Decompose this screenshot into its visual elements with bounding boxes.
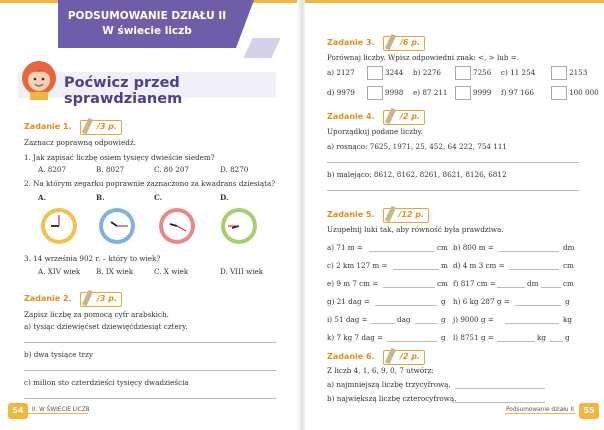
cmp-a-left: a) 2127	[327, 68, 355, 77]
eq-f-unit-cm: cm	[563, 279, 574, 288]
left-page	[0, 0, 299, 430]
q3-option-c[interactable]: C. X wiek	[154, 267, 189, 276]
answer-line-6a[interactable]	[455, 388, 545, 389]
eq-j-blank[interactable]	[505, 323, 559, 324]
banner-line1: PODSUMOWANIE DZIAŁU II	[67, 10, 227, 22]
eq-g-unit: g	[441, 297, 446, 306]
eq-h-label: h) 6 kg 287 g =	[453, 297, 510, 306]
eq-c-label: c) 2 km 127 m =	[327, 261, 388, 270]
cmp-c-box[interactable]	[551, 66, 567, 80]
right-page	[305, 0, 604, 430]
task1-q1: 1. Jak zapisać liczbę osiem tysięcy dwieście siedem?	[24, 153, 215, 162]
pencil-icon	[385, 108, 396, 125]
task6-instruction: Z liczb 4, 1, 6, 9, 0, 7 utwórz:	[327, 366, 434, 375]
task3-points: /6 p.	[399, 38, 420, 47]
eq-d-label: d) 4 m 3 cm =	[453, 261, 505, 270]
cmp-d-right: 9998	[385, 88, 404, 97]
answer-line-2a[interactable]	[24, 342, 276, 343]
footer-text-right: Podsumowanie działu II	[506, 407, 574, 413]
eq-i-unit-g: g	[441, 315, 446, 324]
eq-l-unit-kg: kg	[537, 333, 546, 342]
eq-k-unit: g	[441, 333, 446, 342]
cmp-f-box[interactable]	[551, 86, 567, 100]
cmp-e-left: e) 87 211	[413, 88, 448, 97]
footer-text-left: II. W ŚWIECIE LICZB	[32, 407, 90, 413]
eq-a-blank[interactable]	[369, 251, 435, 252]
cmp-c-left: c) 11 254	[501, 68, 536, 77]
task1-title: Zadanie 1.	[24, 122, 72, 131]
pencil-icon	[385, 348, 396, 365]
task2-title: Zadanie 2.	[24, 294, 72, 303]
banner-line2: W świecie liczb	[102, 25, 192, 37]
cmp-b-left: b) 2276	[413, 68, 441, 77]
eq-i-blank-g[interactable]	[415, 323, 437, 324]
task6-b: b) największą liczbę czterocyfrową.	[327, 394, 457, 403]
q3-option-d[interactable]: D. VIII wiek	[220, 267, 264, 276]
girl-avatar-icon	[20, 58, 58, 102]
pencil-icon	[385, 34, 396, 51]
q3-option-a[interactable]: A. XIV wiek	[38, 267, 81, 276]
footer-line	[505, 413, 575, 414]
cmp-b-box[interactable]	[455, 66, 471, 80]
eq-g-label: g) 21 dag =	[327, 297, 370, 306]
q1-option-a[interactable]: A. 8207	[38, 165, 67, 174]
task1-points: /3 p.	[96, 122, 117, 131]
cmp-b-right: 7256	[473, 68, 492, 77]
task2-a: a) tysiąc dziewięćset dziewięćdziesiąt cztery.	[24, 322, 188, 331]
task4-title: Zadanie 4.	[327, 112, 375, 121]
task4-instruction: Uporządkuj podane liczby.	[327, 127, 423, 136]
cmp-e-box[interactable]	[455, 86, 471, 100]
cmp-d-box[interactable]	[367, 86, 383, 100]
page-title: Poćwicz przed sprawdzianem	[64, 75, 183, 107]
task6-points-box	[383, 350, 425, 365]
cmp-f-right: 100 000	[569, 88, 599, 97]
eq-d-unit: cm	[563, 261, 574, 270]
task4-a: a) rosnąco: 7625, 1971, 25, 452, 64 222, 754 111	[327, 142, 507, 151]
clock-b-icon[interactable]	[98, 207, 136, 245]
eq-j-label: j) 9000 g =	[453, 315, 494, 324]
task3-title: Zadanie 3.	[327, 38, 375, 47]
eq-b-unit: dm	[563, 243, 575, 252]
eq-a-label: a) 71 m =	[327, 243, 363, 252]
clock-label-b: B.	[96, 193, 105, 202]
task2-b: b) dwa tysiące trzy	[24, 350, 93, 359]
task4-points: /2 p.	[399, 112, 420, 121]
eq-l-blank-kg[interactable]	[497, 341, 535, 342]
eq-j-unit: kg	[563, 315, 572, 324]
eq-f-label: f) 817 cm =	[453, 279, 496, 288]
task3-instruction: Porównaj liczby. Wpisz odpowiedni znak: <, > lub =.	[327, 53, 520, 62]
eq-h-unit: g	[565, 297, 570, 306]
answer-line-6b[interactable]	[455, 402, 545, 403]
eq-e-blank[interactable]	[383, 287, 435, 288]
eq-g-blank[interactable]	[375, 305, 437, 306]
task2-points-box	[80, 292, 122, 307]
eq-h-blank[interactable]	[515, 305, 561, 306]
eq-l-blank-g[interactable]	[549, 341, 563, 342]
q1-option-d[interactable]: D. 8270	[220, 165, 249, 174]
eq-i-unit-dag: dag	[397, 315, 411, 324]
clock-a-icon[interactable]	[40, 207, 78, 245]
section-banner	[58, 0, 236, 48]
top-bar	[305, 0, 604, 3]
task5-points: /12 p.	[398, 210, 424, 219]
eq-f-unit-dm: dm	[527, 279, 539, 288]
eq-c-blank[interactable]	[393, 269, 439, 270]
task2-c: c) milion sto czterdzieści tysięcy dwadzieścia	[24, 378, 189, 387]
clock-d-icon[interactable]	[220, 207, 258, 245]
pencil-icon	[82, 290, 93, 307]
eq-i-blank-dag[interactable]	[371, 323, 395, 324]
eq-l-label: l) 8751 g =	[453, 333, 494, 342]
clock-label-d: D.	[220, 193, 229, 202]
cmp-f-left: f) 97 166	[501, 88, 534, 97]
pencil-icon	[385, 206, 396, 223]
eq-d-blank[interactable]	[509, 269, 559, 270]
task2-instruction: Zapisz liczbę za pomocą cyfr arabskich.	[24, 310, 169, 319]
page-number-right: 55	[579, 403, 599, 419]
task3-points-box	[383, 36, 425, 51]
banner-tip	[236, 0, 254, 48]
eq-e-label: e) 9 m 7 cm =	[327, 279, 379, 288]
clock-c-icon[interactable]	[158, 207, 196, 245]
eq-k-label: k) 7 kg 7 dag =	[327, 333, 384, 342]
eq-a-unit: cm	[437, 243, 448, 252]
task1-instruction: Zaznacz poprawną odpowiedź.	[24, 138, 136, 147]
task5-title: Zadanie 5.	[327, 210, 375, 219]
q1-option-b[interactable]: B. 8027	[96, 165, 125, 174]
q3-option-b[interactable]: B. IX wiek	[96, 267, 134, 276]
cmp-e-right: 9999	[473, 88, 492, 97]
clock-label-a: A.	[38, 193, 47, 202]
eq-f-blank-cm[interactable]	[541, 287, 561, 288]
eq-c-unit: m	[441, 261, 448, 270]
task5-points-box	[383, 208, 429, 223]
eq-f-blank-dm[interactable]	[497, 287, 525, 288]
answer-line-2c[interactable]	[24, 398, 276, 399]
cmp-d-left: d) 9979	[327, 88, 355, 97]
task6-title: Zadanie 6.	[327, 352, 375, 361]
cmp-a-box[interactable]	[367, 66, 383, 80]
cmp-c-right: 2153	[569, 68, 588, 77]
cmp-a-right: 3244	[385, 68, 404, 77]
page-number-left: 54	[8, 403, 28, 419]
task2-points: /3 p.	[96, 294, 117, 303]
answer-line-4b[interactable]	[327, 190, 579, 191]
answer-line-2b[interactable]	[24, 370, 276, 371]
task1-q2: 2. Na którym zegarku poprawnie zaznaczono za kwadrans dziesiąta?	[24, 179, 276, 188]
task6-a: a) najmniejszą liczbę trzycyfrową,	[327, 380, 451, 389]
answer-line-4a[interactable]	[327, 162, 579, 163]
task6-points: /2 p.	[399, 352, 420, 361]
eq-l-unit-g: g	[565, 333, 570, 342]
eq-b-blank[interactable]	[499, 251, 559, 252]
eq-k-blank[interactable]	[387, 341, 437, 342]
pencil-icon	[82, 118, 93, 135]
clock-label-c: C.	[154, 193, 163, 202]
q1-option-c[interactable]: C. 80 207	[154, 165, 189, 174]
footer-line	[28, 413, 88, 414]
eq-b-label: b) 800 m =	[453, 243, 494, 252]
task4-b: b) malejąco: 8612, 8162, 8261, 8621, 8126, 6812	[327, 170, 507, 179]
task4-points-box	[383, 110, 425, 125]
task5-instruction: Uzupełnij luki tak, aby równość była prawdziwa.	[327, 225, 504, 234]
task1-points-box	[80, 120, 122, 135]
task1-q3: 3. 14 września 902 r. – który to wiek?	[24, 254, 161, 263]
eq-i-label: i) 51 dag =	[327, 315, 368, 324]
eq-e-unit: cm	[437, 279, 448, 288]
